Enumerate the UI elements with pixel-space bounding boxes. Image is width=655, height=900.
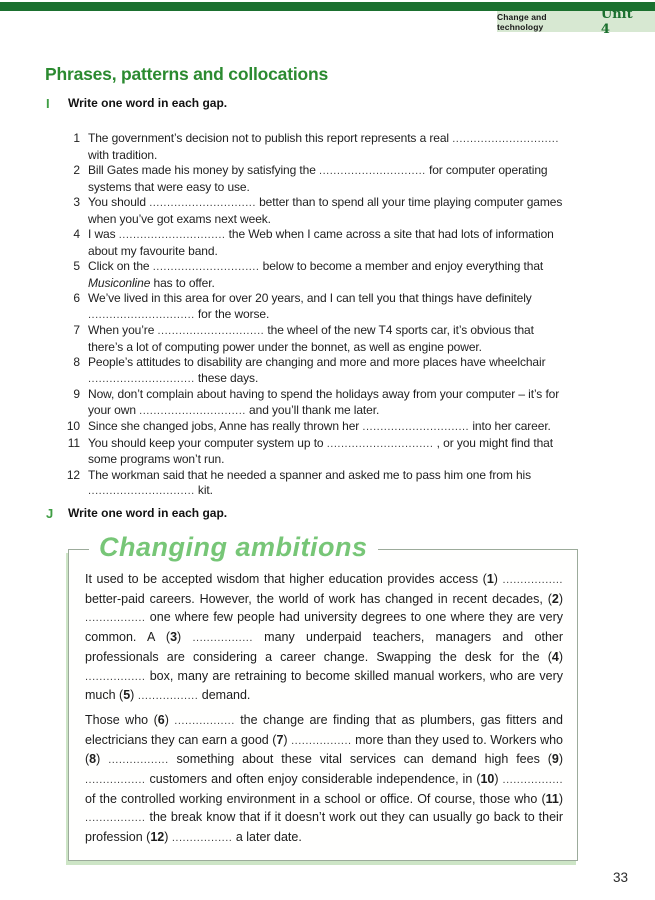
reading-box	[68, 532, 578, 861]
page-number: 33	[612, 870, 628, 885]
item-number: 2	[73, 163, 80, 177]
exercise-item	[64, 291, 572, 323]
answer-gap: .................	[502, 574, 563, 586]
answer-gap: ..............................	[157, 325, 265, 337]
item-text: We’ve lived in this area for over 20 years, and I can tell you that things have definitely .............................. for the worse.	[88, 291, 532, 321]
exercise-i-header	[46, 96, 227, 111]
reading-paragraph: It used to be accepted wisdom that higher education provides access (1) ................. better-paid careers. However, the world of work has changed in recent decades, (2) ................. one where few people had university degrees to one where they are very common. A (3) ................. many underpaid teachers, managers and other professionals are considering a career change. Swapping the desk for the (4) ................. box, many are retraining to become skilled manual workers, who are very much (5) ................. demand.	[85, 572, 564, 703]
reading-box-title: Changing ambitions	[89, 532, 378, 563]
exercise-item	[64, 195, 572, 227]
answer-gap: .................	[174, 714, 235, 727]
answer-gap: ..............................	[326, 437, 434, 450]
exercise-item	[64, 259, 572, 291]
numbered-gap: (12) .................	[146, 830, 233, 845]
item-text: You should keep your computer system up to .............................. , or you might find that some programs won’t run.	[88, 435, 553, 466]
exercise-item	[64, 419, 572, 436]
item-number: 9	[73, 387, 80, 401]
exercise-item	[64, 323, 572, 355]
item-text: Since she changed jobs, Anne has really thrown her .............................. into her career.	[88, 419, 551, 433]
top-bar-decoration	[0, 2, 655, 11]
item-number: 1	[73, 131, 80, 145]
answer-gap: .................	[171, 832, 233, 845]
numbered-gap: (7) .................	[272, 732, 352, 747]
numbered-gap: (6) .................	[153, 712, 235, 727]
item-text: The workman said that he needed a spanner and asked me to pass him one from his .............................. kit.	[88, 467, 532, 497]
exercise-j-letter: J	[46, 506, 54, 521]
answer-gap: ..............................	[88, 485, 195, 497]
item-text: Now, don’t complain about having to spend the holidays away from your computer – it’s for your own .............................. and you’ll thank me later.	[88, 387, 560, 417]
numbered-gap: (9) .................	[85, 752, 564, 787]
answer-gap: .................	[85, 774, 146, 787]
answer-gap: .................	[502, 774, 564, 787]
answer-gap: ..............................	[362, 421, 470, 433]
item-number: 11	[67, 435, 80, 450]
item-text: The government’s decision not to publish this report represents a real .............................. with tradition.	[88, 131, 559, 162]
answer-gap: ..............................	[88, 372, 195, 385]
item-number: 12	[66, 467, 80, 482]
exercise-i-items	[64, 131, 572, 500]
answer-gap: .................	[291, 734, 352, 747]
numbered-gap: (5) .................	[119, 688, 199, 703]
numbered-gap: (4) .................	[85, 649, 563, 683]
item-number: 10	[66, 419, 80, 433]
exercise-item	[64, 227, 572, 259]
item-text: Bill Gates made his money by satisfying the .............................. for computer operating systems that were easy to use.	[88, 163, 548, 194]
reading-paragraph: Those who (6) ................. the change are finding that as plumbers, gas fitters and electricians they can earn a good (7) ................. more than they used to. Workers who (8) ................. something about these vital services can demand high fees (9) ................. customers and often enjoy considerable independence, in (10) ................. of the controlled working environment in a school or office. Of course, those who (11) ................. the break know that if it doesn’t work out they can usually go back to their profession (12) ................. a later date.	[85, 712, 564, 845]
item-number: 4	[73, 227, 80, 241]
exercise-item	[64, 387, 572, 419]
exercise-item	[64, 131, 572, 163]
item-text: People’s attitudes to disability are changing and more and more places have wheelchair .............................. these days.	[88, 355, 546, 385]
answer-gap: .................	[85, 670, 146, 683]
item-number: 5	[73, 259, 80, 273]
exercise-j-instruction: Write one word in each gap.	[68, 506, 228, 520]
exercise-j-header	[46, 506, 227, 521]
answer-gap: .................	[137, 690, 199, 703]
answer-gap: .................	[192, 632, 253, 645]
answer-gap: ..............................	[152, 261, 260, 273]
answer-gap: .................	[85, 812, 146, 825]
item-number: 7	[73, 323, 80, 337]
item-text: I was .............................. the Web when I came across a site that had lots of information about my favourite band.	[88, 227, 554, 258]
answer-gap: ..............................	[88, 308, 195, 321]
item-number: 3	[73, 195, 80, 209]
unit-label: Unit 4	[600, 6, 633, 37]
answer-gap: ..............................	[149, 197, 256, 209]
exercise-item	[64, 436, 572, 468]
item-number: 8	[73, 355, 80, 369]
unit-tab	[497, 6, 655, 37]
exercise-item	[64, 163, 572, 195]
item-text: Click on the .............................. below to become a member and enjoy everything that Musiconline has to offer.	[88, 259, 544, 290]
page-title: Phrases, patterns and collocations	[45, 64, 329, 84]
answer-gap: .................	[85, 612, 146, 625]
numbered-gap: (2) .................	[85, 591, 563, 625]
item-number: 6	[73, 291, 80, 305]
item-text: When you’re .............................. the wheel of the new T4 sports car, it’s obvious that there’s a lot of computing power under the bonnet, as well as engine power.	[88, 323, 534, 354]
answer-gap: ..............................	[118, 229, 226, 241]
exercise-i-instruction: Write one word in each gap.	[68, 96, 228, 110]
numbered-gap: (10) .................	[476, 772, 564, 787]
numbered-gap: (11) .................	[85, 791, 563, 825]
exercise-item	[64, 355, 572, 387]
numbered-gap: (8) .................	[85, 752, 169, 767]
answer-gap: ..............................	[139, 404, 246, 417]
numbered-gap: (1) .................	[482, 572, 563, 586]
item-text: You should .............................. better than to spend all your time playing computer games when you’ve got exams next week.	[88, 195, 563, 226]
answer-gap: ..............................	[319, 165, 426, 177]
answer-gap: .................	[108, 754, 169, 767]
exercise-item	[64, 468, 572, 500]
answer-gap: ..............................	[452, 133, 559, 145]
chapter-label: Change and technology	[497, 11, 547, 32]
numbered-gap: (3) .................	[165, 630, 253, 645]
reading-box-text	[85, 570, 563, 848]
exercise-i-letter: I	[46, 96, 50, 111]
